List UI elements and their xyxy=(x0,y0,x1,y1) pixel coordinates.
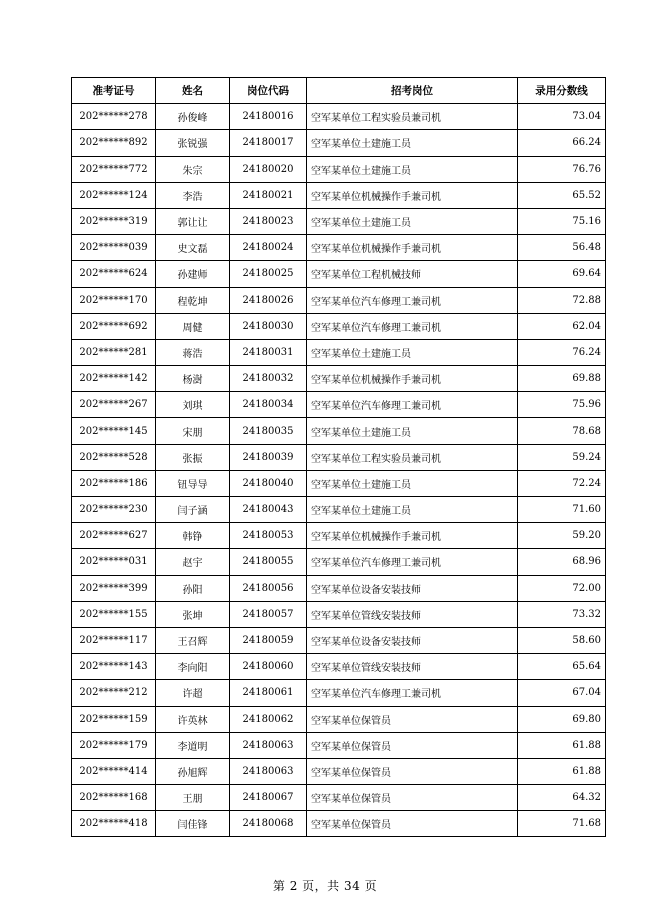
cell-position: 空军某单位管线安装技师 xyxy=(307,601,518,627)
cell-score: 59.24 xyxy=(518,444,606,470)
table-row xyxy=(72,470,606,496)
cell-exam-id: 202******772 xyxy=(72,156,156,182)
header-score: 录用分数线 xyxy=(518,78,606,104)
cell-exam-id: 202******418 xyxy=(72,811,156,837)
admission-score-table xyxy=(71,77,606,837)
cell-score: 73.04 xyxy=(518,104,606,130)
table-row xyxy=(72,130,606,156)
cell-exam-id: 202******892 xyxy=(72,130,156,156)
cell-position: 空军某单位机械操作手兼司机 xyxy=(307,523,518,549)
cell-position-code: 24180061 xyxy=(230,680,307,706)
cell-score: 75.96 xyxy=(518,392,606,418)
table-row xyxy=(72,811,606,837)
cell-position-code: 24180063 xyxy=(230,732,307,758)
cell-position: 空军某单位工程实验员兼司机 xyxy=(307,444,518,470)
table-row xyxy=(72,627,606,653)
cell-score: 65.52 xyxy=(518,182,606,208)
cell-position: 空军某单位机械操作手兼司机 xyxy=(307,182,518,208)
table-row xyxy=(72,706,606,732)
cell-score: 72.00 xyxy=(518,575,606,601)
cell-exam-id: 202******170 xyxy=(72,287,156,313)
cell-position: 空军某单位土建施工员 xyxy=(307,156,518,182)
cell-position: 空军某单位设备安装技师 xyxy=(307,575,518,601)
table-row xyxy=(72,208,606,234)
cell-exam-id: 202******145 xyxy=(72,418,156,444)
table-row xyxy=(72,235,606,261)
cell-name: 韩铮 xyxy=(156,523,230,549)
cell-exam-id: 202******624 xyxy=(72,261,156,287)
cell-exam-id: 202******179 xyxy=(72,732,156,758)
cell-name: 孙俊峰 xyxy=(156,104,230,130)
table-row xyxy=(72,523,606,549)
cell-position-code: 24180055 xyxy=(230,549,307,575)
cell-exam-id: 202******117 xyxy=(72,627,156,653)
cell-score: 64.32 xyxy=(518,785,606,811)
table-row xyxy=(72,339,606,365)
cell-score: 78.68 xyxy=(518,418,606,444)
cell-position: 空军某单位土建施工员 xyxy=(307,130,518,156)
cell-name: 闫佳锋 xyxy=(156,811,230,837)
header-position: 招考岗位 xyxy=(307,78,518,104)
cell-score: 69.64 xyxy=(518,261,606,287)
cell-exam-id: 202******399 xyxy=(72,575,156,601)
table-row xyxy=(72,575,606,601)
cell-name: 周健 xyxy=(156,313,230,339)
table-row xyxy=(72,313,606,339)
cell-position: 空军某单位保管员 xyxy=(307,706,518,732)
cell-exam-id: 202******528 xyxy=(72,444,156,470)
cell-position: 空军某单位汽车修理工兼司机 xyxy=(307,313,518,339)
table-row xyxy=(72,287,606,313)
cell-position-code: 24180060 xyxy=(230,654,307,680)
cell-position: 空军某单位土建施工员 xyxy=(307,470,518,496)
cell-position-code: 24180056 xyxy=(230,575,307,601)
table-row xyxy=(72,104,606,130)
cell-score: 59.20 xyxy=(518,523,606,549)
table-row xyxy=(72,392,606,418)
header-exam-id: 准考证号 xyxy=(72,78,156,104)
cell-score: 72.24 xyxy=(518,470,606,496)
table-row xyxy=(72,497,606,523)
cell-name: 杨澍 xyxy=(156,366,230,392)
table-row xyxy=(72,366,606,392)
cell-position-code: 24180059 xyxy=(230,627,307,653)
cell-score: 61.88 xyxy=(518,732,606,758)
cell-name: 赵宇 xyxy=(156,549,230,575)
cell-name: 李道明 xyxy=(156,732,230,758)
cell-name: 刘琪 xyxy=(156,392,230,418)
cell-position: 空军某单位机械操作手兼司机 xyxy=(307,366,518,392)
cell-exam-id: 202******281 xyxy=(72,339,156,365)
cell-exam-id: 202******278 xyxy=(72,104,156,130)
cell-name: 王朋 xyxy=(156,785,230,811)
cell-position-code: 24180034 xyxy=(230,392,307,418)
cell-position-code: 24180020 xyxy=(230,156,307,182)
cell-position-code: 24180067 xyxy=(230,785,307,811)
cell-name: 孙阳 xyxy=(156,575,230,601)
cell-exam-id: 202******159 xyxy=(72,706,156,732)
cell-position-code: 24180043 xyxy=(230,497,307,523)
cell-name: 闫子涵 xyxy=(156,497,230,523)
cell-exam-id: 202******168 xyxy=(72,785,156,811)
cell-exam-id: 202******143 xyxy=(72,654,156,680)
cell-position: 空军某单位工程机械技师 xyxy=(307,261,518,287)
table-row xyxy=(72,182,606,208)
cell-exam-id: 202******142 xyxy=(72,366,156,392)
cell-position-code: 24180017 xyxy=(230,130,307,156)
cell-name: 李向阳 xyxy=(156,654,230,680)
cell-name: 程乾坤 xyxy=(156,287,230,313)
cell-position: 空军某单位土建施工员 xyxy=(307,339,518,365)
cell-score: 69.80 xyxy=(518,706,606,732)
table-row xyxy=(72,785,606,811)
cell-position: 空军某单位汽车修理工兼司机 xyxy=(307,549,518,575)
cell-score: 65.64 xyxy=(518,654,606,680)
cell-score: 76.24 xyxy=(518,339,606,365)
cell-position-code: 24180062 xyxy=(230,706,307,732)
cell-position-code: 24180032 xyxy=(230,366,307,392)
cell-position: 空军某单位汽车修理工兼司机 xyxy=(307,287,518,313)
cell-exam-id: 202******186 xyxy=(72,470,156,496)
header-name: 姓名 xyxy=(156,78,230,104)
cell-name: 李浩 xyxy=(156,182,230,208)
cell-name: 张锐强 xyxy=(156,130,230,156)
cell-score: 66.24 xyxy=(518,130,606,156)
cell-position-code: 24180016 xyxy=(230,104,307,130)
cell-position-code: 24180024 xyxy=(230,235,307,261)
cell-score: 71.60 xyxy=(518,497,606,523)
cell-position-code: 24180035 xyxy=(230,418,307,444)
cell-position-code: 24180025 xyxy=(230,261,307,287)
cell-position-code: 24180031 xyxy=(230,339,307,365)
header-position-code: 岗位代码 xyxy=(230,78,307,104)
cell-position: 空军某单位土建施工员 xyxy=(307,418,518,444)
cell-name: 史文磊 xyxy=(156,235,230,261)
cell-position-code: 24180053 xyxy=(230,523,307,549)
cell-score: 67.04 xyxy=(518,680,606,706)
cell-position: 空军某单位汽车修理工兼司机 xyxy=(307,392,518,418)
cell-position-code: 24180026 xyxy=(230,287,307,313)
cell-position-code: 24180057 xyxy=(230,601,307,627)
cell-name: 王召辉 xyxy=(156,627,230,653)
cell-score: 69.88 xyxy=(518,366,606,392)
cell-name: 郭让让 xyxy=(156,208,230,234)
cell-score: 73.32 xyxy=(518,601,606,627)
cell-exam-id: 202******212 xyxy=(72,680,156,706)
page-number: 第 2 页，共 34 页 xyxy=(272,879,378,893)
cell-position-code: 24180021 xyxy=(230,182,307,208)
cell-position-code: 24180063 xyxy=(230,758,307,784)
cell-position-code: 24180040 xyxy=(230,470,307,496)
cell-exam-id: 202******230 xyxy=(72,497,156,523)
cell-position-code: 24180023 xyxy=(230,208,307,234)
cell-position: 空军某单位汽车修理工兼司机 xyxy=(307,680,518,706)
table-row xyxy=(72,444,606,470)
table-body xyxy=(72,104,606,837)
cell-name: 蒋浩 xyxy=(156,339,230,365)
cell-position-code: 24180039 xyxy=(230,444,307,470)
table-row xyxy=(72,732,606,758)
cell-score: 68.96 xyxy=(518,549,606,575)
table-row xyxy=(72,654,606,680)
cell-exam-id: 202******124 xyxy=(72,182,156,208)
cell-position: 空军某单位管线安装技师 xyxy=(307,654,518,680)
cell-position: 空军某单位保管员 xyxy=(307,811,518,837)
cell-name: 许英林 xyxy=(156,706,230,732)
cell-name: 宋朋 xyxy=(156,418,230,444)
cell-exam-id: 202******692 xyxy=(72,313,156,339)
cell-exam-id: 202******039 xyxy=(72,235,156,261)
cell-position: 空军某单位工程实验员兼司机 xyxy=(307,104,518,130)
cell-exam-id: 202******267 xyxy=(72,392,156,418)
table-row xyxy=(72,418,606,444)
cell-name: 孙旭辉 xyxy=(156,758,230,784)
cell-position: 空军某单位设备安装技师 xyxy=(307,627,518,653)
cell-position: 空军某单位保管员 xyxy=(307,758,518,784)
cell-exam-id: 202******155 xyxy=(72,601,156,627)
cell-name: 张振 xyxy=(156,444,230,470)
cell-position-code: 24180068 xyxy=(230,811,307,837)
cell-name: 许超 xyxy=(156,680,230,706)
cell-exam-id: 202******319 xyxy=(72,208,156,234)
cell-score: 71.68 xyxy=(518,811,606,837)
cell-exam-id: 202******414 xyxy=(72,758,156,784)
cell-score: 56.48 xyxy=(518,235,606,261)
table-header-row xyxy=(72,78,606,104)
table-row xyxy=(72,261,606,287)
cell-score: 72.88 xyxy=(518,287,606,313)
table-row xyxy=(72,156,606,182)
cell-name: 朱宗 xyxy=(156,156,230,182)
cell-name: 孙建师 xyxy=(156,261,230,287)
cell-score: 76.76 xyxy=(518,156,606,182)
cell-score: 62.04 xyxy=(518,313,606,339)
table-row xyxy=(72,758,606,784)
cell-position: 空军某单位土建施工员 xyxy=(307,497,518,523)
cell-name: 张坤 xyxy=(156,601,230,627)
cell-position: 空军某单位机械操作手兼司机 xyxy=(307,235,518,261)
table-row xyxy=(72,601,606,627)
table-row xyxy=(72,680,606,706)
table-row xyxy=(72,549,606,575)
cell-exam-id: 202******031 xyxy=(72,549,156,575)
cell-score: 75.16 xyxy=(518,208,606,234)
cell-score: 61.88 xyxy=(518,758,606,784)
cell-position-code: 24180030 xyxy=(230,313,307,339)
cell-name: 钮导导 xyxy=(156,470,230,496)
cell-position: 空军某单位保管员 xyxy=(307,785,518,811)
cell-position: 空军某单位土建施工员 xyxy=(307,208,518,234)
cell-score: 58.60 xyxy=(518,627,606,653)
cell-exam-id: 202******627 xyxy=(72,523,156,549)
cell-position: 空军某单位保管员 xyxy=(307,732,518,758)
